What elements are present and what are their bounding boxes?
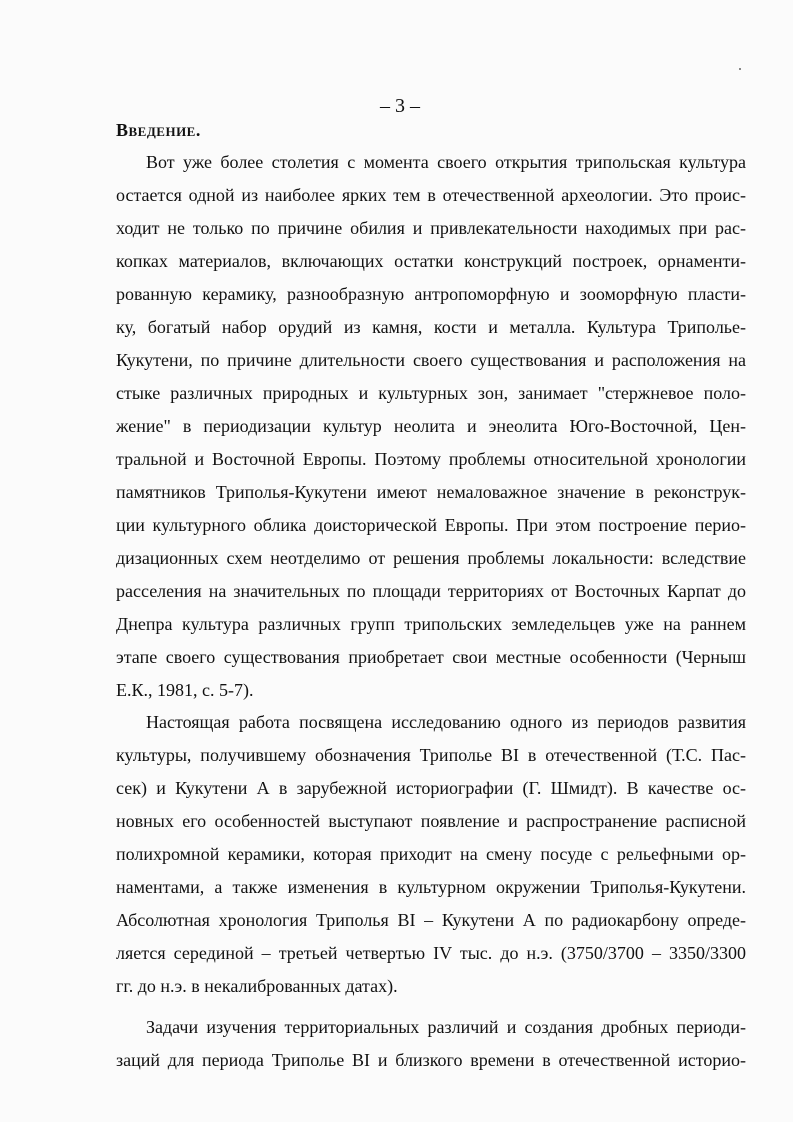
text-line: ходит не только по причине обилия и привлекательности находимых при рас- [116, 218, 746, 238]
text-line: расселения на значительных по площади территориях от Восточных Карпат до [116, 581, 746, 601]
text-line: ляется серединой – третьей четвертью IV тыс. до н.э. (3750/3700 – 3350/3300 [116, 943, 746, 963]
page-number: – 3 – [380, 95, 420, 117]
text-line: новных его особенностей выступают появление и распространение расписной [116, 811, 746, 831]
text-line: полихромной керамики, которая приходит на смену посуде с рельефными ор- [116, 844, 746, 864]
text-line: дизационных схем неотделимо от решения проблемы локальности: вследствие [116, 548, 746, 568]
text-line: тральной и Восточной Европы. Поэтому проблемы относительной хронологии [116, 449, 746, 469]
text-line: остается одной из наиболее ярких тем в отечественной археологии. Это проис- [116, 185, 746, 205]
text-line: культуры, получившему обозначения Триполье BI в отечественной (Т.С. Пас- [116, 745, 746, 765]
paragraph-3 [116, 1011, 746, 1077]
text-line: ку, богатый набор орудий из камня, кости и металла. Культура Триполье- [116, 317, 746, 337]
text-line: Абсолютная хронология Триполья BI – Кукутени А по радиокарбону опреде- [116, 910, 746, 930]
text-line: рованную керамику, разнообразную антропоморфную и зооморфную пласти- [116, 284, 746, 304]
text-line: Днепра культура различных групп трипольских земледельцев уже на раннем [116, 614, 746, 634]
text-line: этапе своего существования приобретает свои местные особенности (Черныш [116, 647, 746, 667]
text-line: Кукутени, по причине длительности своего существования и расположения на [116, 350, 746, 370]
section-heading: Введение. [116, 120, 201, 140]
text-line: Настоящая работа посвящена исследованию одного из периодов развития [146, 712, 746, 732]
text-line: заций для периода Триполье BI и близкого времени в отечественной историо- [116, 1050, 746, 1070]
text-line: ции культурного облика доисторической Европы. При этом построение перио- [116, 515, 746, 535]
text-line: сек) и Кукутени А в зарубежной историографии (Г. Шмидт). В качестве ос- [116, 778, 746, 798]
scan-speck [739, 68, 741, 70]
text-line: Задачи изучения территориальных различий и создания дробных периоди- [146, 1017, 746, 1037]
text-line: наментами, а также изменения в культурном окружении Триполья-Кукутени. [116, 877, 746, 897]
text-line: копках материалов, включающих остатки конструкций построек, орнаменти- [116, 251, 746, 271]
paragraph-2 [116, 706, 746, 1003]
text-line: жение" в периодизации культур неолита и энеолита Юго-Восточной, Цен- [116, 416, 746, 436]
text-line: памятников Триполья-Кукутени имеют немаловажное значение в реконструк- [116, 482, 746, 502]
text-line: Вот уже более столетия с момента своего открытия трипольская культура [146, 152, 746, 172]
text-line: стыке различных природных и культурных зон, занимает "стержневое поло- [116, 383, 746, 403]
text-line: гг. до н.э. в некалиброванных датах). [116, 976, 398, 996]
text-line: Е.К., 1981, с. 5-7). [116, 680, 254, 700]
paragraph-1 [116, 146, 746, 707]
